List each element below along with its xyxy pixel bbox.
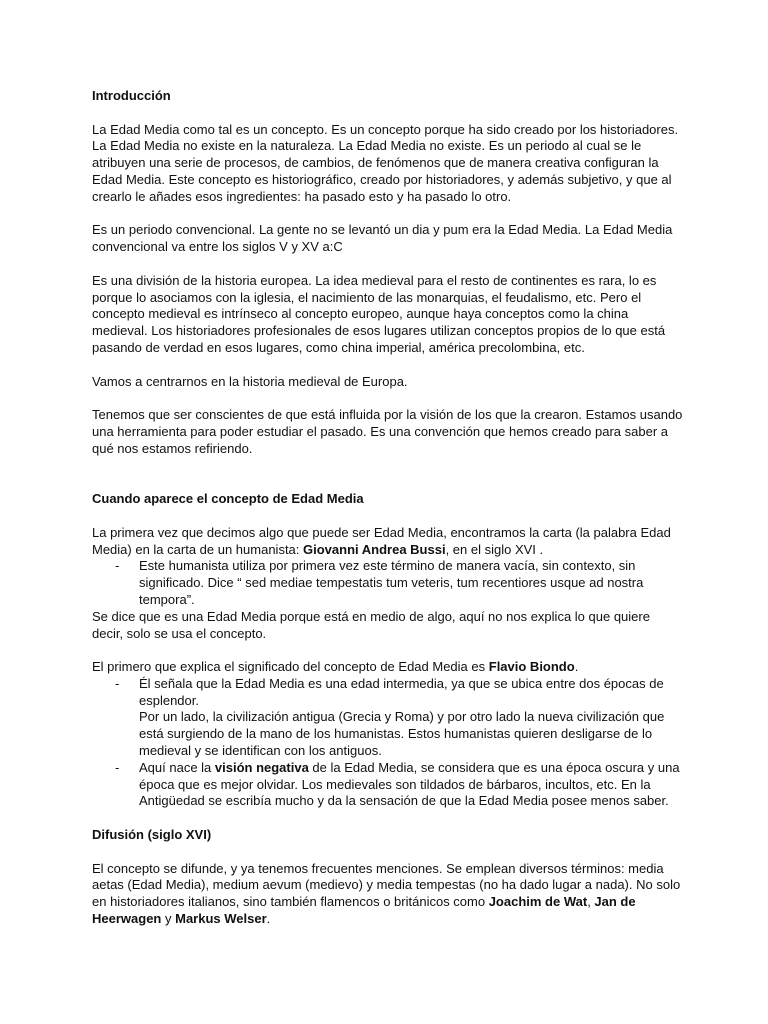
bullet-list xyxy=(92,558,684,608)
paragraph: Es un periodo convencional. La gente no se levantó un dia y pum era la Edad Media. La Edad Media convencional va entre los siglos V y XV a:C xyxy=(92,222,673,255)
text-run: El primero que explica el significado del concepto de Edad Media es xyxy=(92,659,489,675)
text-run: Aquí nace la xyxy=(139,759,215,775)
list-item-text: - Él señala que la Edad Media es una edad intermedia, ya que se ubica entre dos épocas de esplendor. xyxy=(139,675,664,708)
list-item: - Este humanista utiliza por primera vez este término de manera vacía, sin contexto, sin significado. Dice “ sed mediae tempestatis tum veteris, tum recentiores usque ad nostra tempora”. xyxy=(139,558,684,608)
text-run: . xyxy=(266,911,271,927)
bullet-list xyxy=(92,676,684,810)
paragraph: La Edad Media como tal es un concepto. Es un concepto porque ha sido creado por los historiadores. La Edad Media no existe en la naturaleza. La Edad Media no existe. Es un periodo al cual se le atribuyen una serie de procesos, de cambios, de fenómenos que de manera creativa configuran la Edad Media. Este concepto es historiográfico, creado por historiadores, y además subjetivo, y que al crearlo le añades esos ingredientes: ha pasado esto y ha pasado lo otro. xyxy=(92,121,679,204)
name-biondo: Flavio Biondo xyxy=(488,659,575,675)
text-run: y xyxy=(161,911,176,927)
name-wat: Joachim de Wat xyxy=(488,894,588,910)
paragraph xyxy=(92,861,684,928)
list-item-continuation: Por un lado, la civilización antigua (Grecia y Roma) y por otro lado la nueva civilización que está surgiendo de la mano de los humanistas. Estos humanistas quieren desligarse de lo medieval y se identifican con los antiguos. xyxy=(139,709,665,759)
list-item xyxy=(139,676,684,760)
paragraph: Vamos a centrarnos en la historia medieval de Europa. xyxy=(92,373,408,389)
name-welser: Markus Welser xyxy=(175,911,267,927)
text-run: de la Edad Media, se considera que es una época oscura y una época que es mejor olvidar. Los medievales son tildados de bárbaros, incultos, etc. En la Antigüedad se escribía mucho y da la sensación de que la Edad Media posee menos saber. xyxy=(139,759,680,809)
bold-term: visión negativa xyxy=(214,759,309,775)
paragraph xyxy=(92,525,684,559)
section-heading-introduccion: Introducción xyxy=(92,88,171,103)
name-heerwagen: Jan de Heerwagen xyxy=(92,894,636,927)
text-run: , xyxy=(587,894,595,910)
paragraph xyxy=(92,659,684,676)
text-run: , en el siglo XVI . xyxy=(445,541,544,557)
text-run: El concepto se difunde, y ya tenemos frecuentes menciones. Se emplean diversos términos: media aetas (Edad Media), medium aevum (medievo) y media tempestas (no ha dado lugar a nada). No solo en historiadores italianos, sino también flamencos o británicos como xyxy=(92,860,681,910)
paragraph: Se dice que es una Edad Media porque está en medio de algo, aquí no nos explica lo que quiere decir, solo se usa el concepto. xyxy=(92,608,650,641)
section-heading-concepto: Cuando aparece el concepto de Edad Media xyxy=(92,491,364,507)
list-item xyxy=(139,760,684,810)
section-heading-difusion: Difusión (siglo XVI) xyxy=(92,827,212,843)
text-run: . xyxy=(574,659,579,675)
name-bussi: Giovanni Andrea Bussi xyxy=(303,541,446,557)
text-run: La primera vez que decimos algo que puede ser Edad Media, encontramos la carta (la palabra Edad Media) en la carta de un humanista: xyxy=(92,524,671,557)
paragraph: Tenemos que ser conscientes de que está influida por la visión de los que la crearon. Estamos usando una herramienta para poder estudiar el pasado. Es una convención que hemos creado para saber a qué nos estamos refiriendo. xyxy=(92,407,683,456)
paragraph: Es una división de la historia europea. La idea medieval para el resto de continentes es rara, lo es porque lo asociamos con la iglesia, el nacimiento de las monarquias, el feudalismo, etc. Pero el concepto medieval es intrínseco al concepto europeo, aunque haya conceptos como la china medieval. Los historiadores profesionales de esos lugares utilizan conceptos propios de lo que está pasando de verdad en esos lugares, como china imperial, américa precolombina, etc. xyxy=(92,272,666,355)
